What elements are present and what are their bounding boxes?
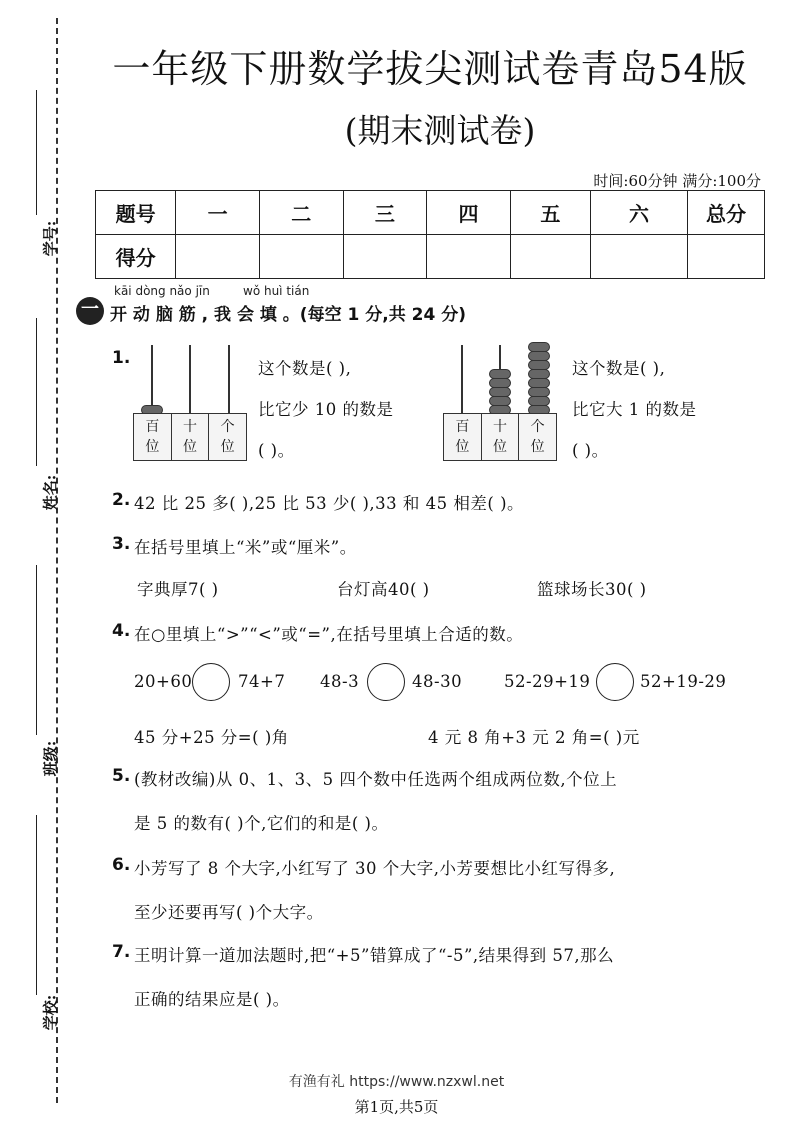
q4-fill: 4 元 8 角+3 元 2 角=( )元: [428, 728, 640, 747]
compare-expression: 48-30: [412, 672, 463, 691]
score-header-cell: 一: [176, 191, 260, 235]
footer-site: 有渔有礼 https://www.nzxwl.net: [288, 1074, 505, 1090]
q6-line: 至少还要再写( )个大字。: [134, 903, 324, 922]
q3-item: 字典厚7( ): [137, 580, 219, 599]
score-header-cell: 总分: [688, 191, 765, 235]
q4-text: 在○里填上“>”“<”或“=”,在括号里填上合适的数。: [134, 625, 524, 644]
place-label-hundreds: 百 位: [134, 414, 172, 460]
place-label-ones: 个 位: [530, 419, 545, 455]
q1-left-line: 比它少 10 的数是: [258, 400, 394, 419]
section-title: 开 动 脑 筋 , 我 会 填 。(每空 1 分,共 24 分): [110, 305, 466, 325]
abacus-bead: [528, 351, 550, 361]
score-table-score-row: [96, 235, 765, 279]
score-header-cell: 二: [259, 191, 343, 235]
class-line: [36, 565, 37, 735]
score-input-cell[interactable]: [510, 235, 590, 279]
compare-circle-blank[interactable]: [367, 663, 405, 701]
abacus-bead: [528, 342, 550, 352]
school-line: [36, 815, 37, 995]
page-subtitle: (期末测试卷): [344, 111, 536, 150]
place-label-tens: 十 位: [482, 414, 520, 460]
place-label-hundreds: 百 位: [444, 414, 482, 460]
score-table-header-row: [96, 191, 765, 235]
compare-expression: 52-29+19: [504, 672, 591, 691]
question-number: 3.: [112, 534, 131, 554]
compare-expression: 74+7: [238, 672, 286, 691]
score-row-label: 得分: [96, 235, 176, 279]
student-id-label: 学号:: [41, 220, 60, 257]
place-label-tens: 十 位: [172, 414, 210, 460]
score-header-cell: 六: [591, 191, 688, 235]
score-input-cell[interactable]: [591, 235, 688, 279]
compare-expression: 52+19-29: [640, 672, 727, 691]
name-line: [36, 318, 37, 466]
abacus-bead: [528, 369, 550, 379]
q1-right-line: 比它大 1 的数是: [572, 400, 697, 419]
pinyin-annotation: wǒ huì tián: [243, 284, 310, 298]
score-header-cell: 四: [427, 191, 511, 235]
abacus-bead: [489, 378, 511, 388]
school-label: 学校:: [41, 994, 60, 1031]
q1-right-line: ( )。: [572, 441, 609, 460]
q3-text: 在括号里填上“米”或“厘米”。: [134, 538, 357, 557]
q5-line: 是 5 的数有( )个,它们的和是( )。: [134, 814, 389, 833]
footer-page-number: 第1页,共5页: [354, 1098, 439, 1116]
abacus-bead: [528, 378, 550, 388]
question-number: 7.: [112, 942, 131, 962]
score-input-cell[interactable]: [176, 235, 260, 279]
abacus-bead: [489, 369, 511, 379]
abacus-rod: [461, 345, 463, 413]
abacus-rod: [151, 345, 153, 413]
score-header-cell: 三: [343, 191, 427, 235]
score-table: [95, 190, 765, 279]
q7-line: 王明计算一道加法题时,把“+5”错算成了“-5”,结果得到 57,那么: [134, 946, 615, 965]
compare-expression: 20+60: [134, 672, 193, 691]
q1-right-line: 这个数是( ),: [572, 359, 666, 378]
abacus-place-labels: [133, 413, 247, 461]
q3-item: 台灯高40( ): [337, 580, 430, 599]
score-header-cell: 题号: [96, 191, 176, 235]
abacus-bead: [489, 387, 511, 397]
q5-line: (教材改编)从 0、1、3、5 四个数中任选两个组成两位数,个位上: [134, 770, 618, 789]
q6-line: 小芳写了 8 个大字,小红写了 30 个大字,小芳要想比小红写得多,: [134, 859, 616, 878]
abacus-left: [133, 345, 247, 475]
abacus-rod: [189, 345, 191, 413]
abacus-place-labels: [443, 413, 557, 461]
page-title: 一年级下册数学拔尖测试卷青岛54版: [112, 47, 748, 91]
score-input-cell[interactable]: [343, 235, 427, 279]
question-number: 1.: [112, 348, 131, 368]
abacus-bead: [489, 396, 511, 406]
score-input-cell[interactable]: [688, 235, 765, 279]
q4-fill: 45 分+25 分=( )角: [134, 728, 289, 747]
compare-expression: 48-3: [320, 672, 360, 691]
question-number: 5.: [112, 766, 131, 786]
compare-circle-blank[interactable]: [192, 663, 230, 701]
time-info: 时间:60分钟 满分:100分: [593, 172, 761, 190]
q7-line: 正确的结果应是( )。: [134, 990, 290, 1009]
compare-circle-blank[interactable]: [596, 663, 634, 701]
binding-dashed-line: [56, 18, 58, 1103]
section-number-badge: 一: [76, 297, 104, 325]
question-number: 6.: [112, 855, 131, 875]
name-label: 姓名:: [41, 474, 60, 511]
pinyin-annotation: kāi dòng nǎo jīn: [114, 284, 210, 298]
abacus-rod: [228, 345, 230, 413]
abacus-bead: [528, 387, 550, 397]
abacus-bead: [528, 360, 550, 370]
abacus-right: [443, 345, 557, 475]
question-number: 2.: [112, 490, 131, 510]
score-input-cell[interactable]: [427, 235, 511, 279]
q1-left-line: ( )。: [258, 441, 295, 460]
class-label: 班级:: [41, 740, 60, 777]
score-input-cell[interactable]: [259, 235, 343, 279]
abacus-bead: [528, 396, 550, 406]
q3-item: 篮球场长30( ): [537, 580, 647, 599]
score-header-cell: 五: [510, 191, 590, 235]
q1-left-line: 这个数是( ),: [258, 359, 352, 378]
question-number: 4.: [112, 621, 131, 641]
student-id-line: [36, 90, 37, 215]
q2-text: 42 比 25 多( ),25 比 53 少( ),33 和 45 相差( )。: [134, 494, 525, 513]
place-label-ones: 个 位: [220, 419, 235, 455]
